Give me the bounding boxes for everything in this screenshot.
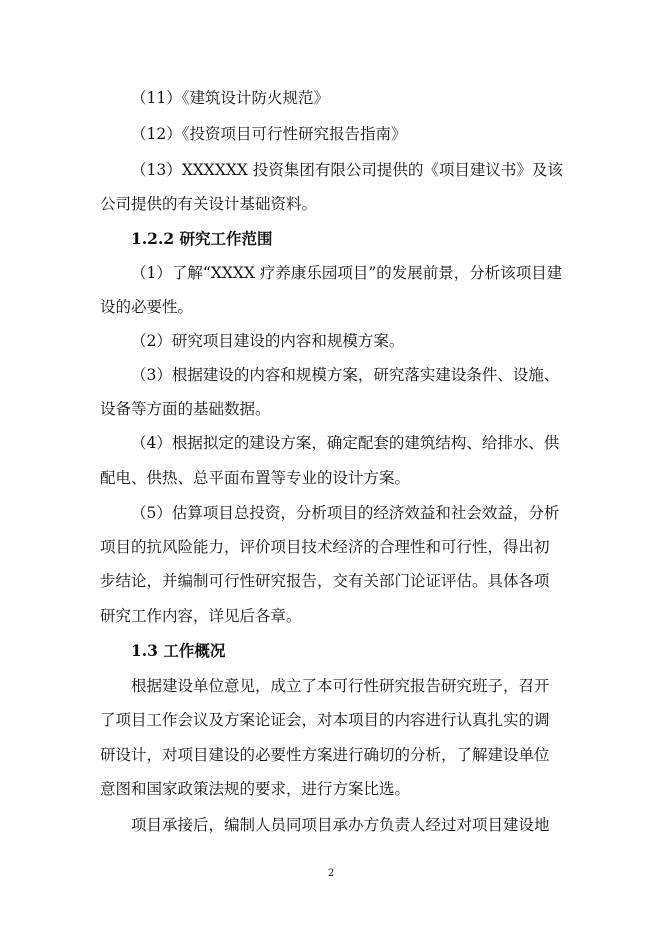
text-line: （11）《建筑设计防火规范》 bbox=[131, 89, 329, 107]
text-line: （5）估算项目总投资，分析项目的经济效益和社会效益，分析 bbox=[131, 504, 560, 522]
text-line: 项目的抗风险能力，评价项目技术经济的合理性和可行性，得出初 bbox=[100, 538, 550, 556]
text-line: （4）根据拟定的建设方案，确定配套的建筑结构、给排水、供 bbox=[131, 434, 560, 452]
text-line: （3）根据建设的内容和规模方案，研究落实建设条件、设施、 bbox=[131, 366, 560, 384]
text-line: 项目承接后，编制人员同项目承办方负责人经过对项目建设地 bbox=[131, 816, 550, 834]
text-line: 根据建设单位意见，成立了本可行性研究报告研究班子，召开 bbox=[131, 677, 550, 695]
page-number: 2 bbox=[327, 868, 335, 879]
text-line: 设备等方面的基础数据。 bbox=[100, 400, 271, 418]
text-line: 公司提供的有关设计基础资料。 bbox=[100, 195, 318, 213]
section-heading: 1.3 工作概况 bbox=[131, 641, 226, 660]
section-heading: 1.2.2 研究工作范围 bbox=[131, 229, 273, 248]
text-line: 配电、供热、总平面布置等专业的设计方案。 bbox=[100, 469, 411, 487]
text-line: （12）《投资项目可行性研究报告指南》 bbox=[131, 125, 407, 143]
text-line: 意图和国家政策法规的要求，进行方案比选。 bbox=[100, 780, 411, 798]
text-line: （2）研究项目建设的内容和规模方案。 bbox=[131, 332, 405, 350]
text-line: 步结论，并编制可行性研究报告，交有关部门论证评估。具体各项 bbox=[100, 572, 550, 590]
text-line: 研究工作内容，详见后各章。 bbox=[100, 607, 302, 625]
text-line: 了项目工作会议及方案论证会，对本项目的内容进行认真扎实的调 bbox=[100, 711, 550, 729]
text-line: （1）了解“XXXX 疗养康乐园项目”的发展前景，分析该项目建 bbox=[131, 264, 563, 282]
text-line: 设的必要性。 bbox=[100, 298, 194, 316]
text-line: 研设计，对项目建设的必要性方案进行确切的分析，了解建设单位 bbox=[100, 746, 550, 764]
text-line: （13）XXXXXX 投资集团有限公司提供的《项目建议书》及该 bbox=[131, 161, 563, 179]
